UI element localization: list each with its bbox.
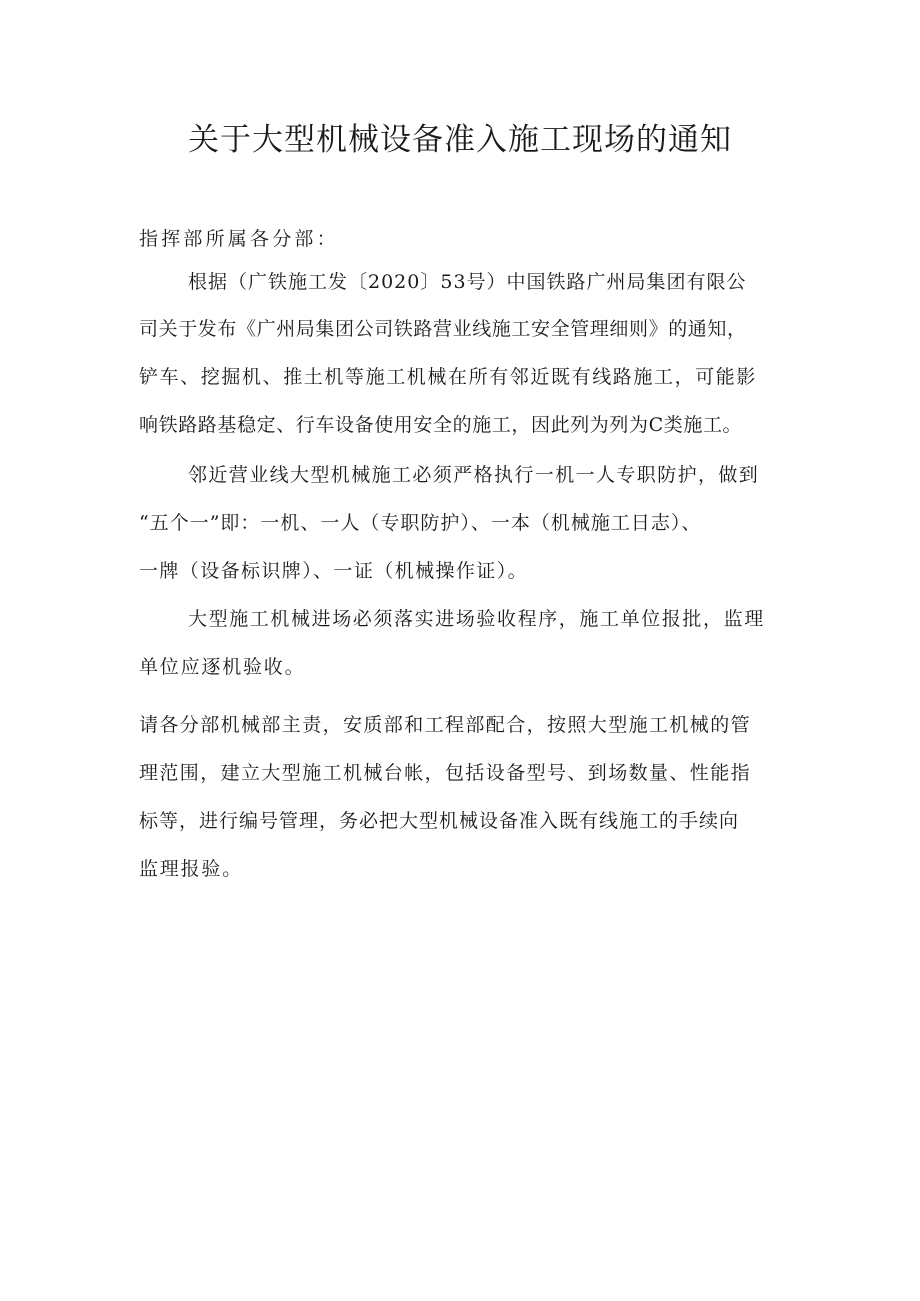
paragraph-line: 铲车、挖掘机、推土机等施工机械在所有邻近既有线路施工，可能影 <box>139 366 758 388</box>
document-title: 关于大型机械设备准入施工现场的通知 <box>188 122 732 158</box>
paragraph-line: 监理报验。 <box>139 858 244 880</box>
paragraph-line: 司关于发布《广州局集团公司铁路营业线施工安全管理细则》的通知， <box>139 318 747 340</box>
paragraph-line: 响铁路路基稳定、行车设备使用安全的施工，因此列为列为C类施工。 <box>139 414 743 436</box>
paragraph-line: “五个一”即：一机、一人（专职防护）、一本（机械施工日志）、 <box>139 512 702 534</box>
paragraph-line: 根据（广铁施工发〔2020〕53号）中国铁路广州局集团有限公 <box>188 271 747 293</box>
paragraph-line: 请各分部机械部主责，安质部和工程部配合，按照大型施工机械的管 <box>139 714 752 736</box>
salutation: 指挥部所属各分部： <box>139 228 339 250</box>
paragraph-line: 大型施工机械进场必须落实进场验收程序，施工单位报批，监理 <box>188 608 765 630</box>
paragraph-line: 标等，进行编号管理，务必把大型机械设备准入既有线施工的手续向 <box>139 810 740 832</box>
paragraph-line: 理范围，建立大型施工机械台帐，包括设备型号、到场数量、性能指 <box>139 762 752 784</box>
paragraph-line: 一牌（设备标识牌）、一证（机械操作证）。 <box>139 560 529 582</box>
paragraph-line: 邻近营业线大型机械施工必须严格执行一机一人专职防护，做到 <box>188 464 760 486</box>
paragraph-line: 单位应逐机验收。 <box>139 656 306 678</box>
